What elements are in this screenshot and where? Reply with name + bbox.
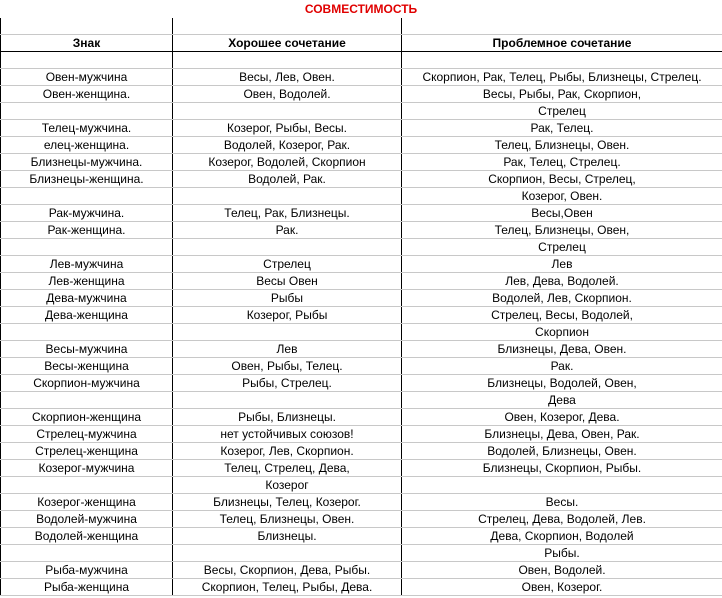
bad-cell: Водолей, Близнецы, Овен. (402, 443, 722, 460)
sign-cell: Дева-женщина (1, 307, 173, 324)
table-row (1, 171, 722, 188)
sign-cell: Скорпион-мужчина (1, 375, 173, 392)
table-row (1, 103, 722, 120)
bad-cell: Скорпион (402, 324, 722, 341)
table-row (1, 392, 722, 409)
sign-cell (1, 477, 173, 494)
sign-cell: Овен-мужчина (1, 69, 173, 86)
table-row (1, 409, 722, 426)
good-cell: Водолей, Козерог, Рак. (173, 137, 402, 154)
header-good: Хорошее сочетание (173, 35, 402, 52)
good-cell: Телец, Рак, Близнецы. (173, 205, 402, 222)
table-row (1, 443, 722, 460)
bad-cell: Дева, Скорпион, Водолей (402, 528, 722, 545)
sign-cell: Близнецы-женщина. (1, 171, 173, 188)
sign-cell (1, 324, 173, 341)
bad-cell: Водолей, Лев, Скорпион. (402, 290, 722, 307)
sign-cell (1, 188, 173, 205)
sign-cell: Весы-женщина (1, 358, 173, 375)
cell (1, 18, 173, 35)
table-row (1, 290, 722, 307)
bad-cell: Телец, Близнецы, Овен, (402, 222, 722, 239)
bad-cell: Близнецы, Скорпион, Рыбы. (402, 460, 722, 477)
bad-cell: Стрелец (402, 239, 722, 256)
table-row (1, 120, 722, 137)
table-row (1, 86, 722, 103)
bad-cell: Стрелец (402, 103, 722, 120)
good-cell: Весы Овен (173, 273, 402, 290)
table-row (1, 460, 722, 477)
sign-cell: Рыба-женщина (1, 579, 173, 596)
table-row (1, 375, 722, 392)
sign-cell: Лев-женщина (1, 273, 173, 290)
title-row (0, 0, 722, 18)
sign-cell: Рак-мужчина. (1, 205, 173, 222)
sign-cell (1, 545, 173, 562)
header-row (1, 35, 722, 52)
good-cell: Козерог (173, 477, 402, 494)
good-cell: Телец, Стрелец, Дева, (173, 460, 402, 477)
cell (1, 52, 173, 69)
good-cell: Рыбы (173, 290, 402, 307)
sign-cell (1, 239, 173, 256)
sign-cell: Скорпион-женщина (1, 409, 173, 426)
good-cell: Весы, Лев, Овен. (173, 69, 402, 86)
table-row (1, 426, 722, 443)
sign-cell: Стрелец-женщина (1, 443, 173, 460)
good-cell (173, 239, 402, 256)
bad-cell: Стрелец, Дева, Водолей, Лев. (402, 511, 722, 528)
cell (402, 18, 722, 35)
good-cell: Козерог, Водолей, Скорпион (173, 154, 402, 171)
table-row (1, 205, 722, 222)
cell (402, 52, 722, 69)
bad-cell: Рак. (402, 358, 722, 375)
sign-cell (1, 392, 173, 409)
header-bad: Проблемное сочетание (402, 35, 722, 52)
good-cell: Козерог, Рыбы (173, 307, 402, 324)
table-row (1, 341, 722, 358)
bad-cell (402, 477, 722, 494)
sign-cell: Овен-женщина. (1, 86, 173, 103)
bad-cell: Лев, Дева, Водолей. (402, 273, 722, 290)
good-cell: Рыбы, Стрелец. (173, 375, 402, 392)
bad-cell: Весы, Рыбы, Рак, Скорпион, (402, 86, 722, 103)
good-cell: нет устойчивых союзов! (173, 426, 402, 443)
bad-cell: Весы,Овен (402, 205, 722, 222)
table-row (1, 477, 722, 494)
sign-cell: Рак-женщина. (1, 222, 173, 239)
table-row (1, 69, 722, 86)
table-row (1, 494, 722, 511)
sheet-title: СОВМЕСТИМОСТЬ (304, 2, 418, 16)
good-cell (173, 188, 402, 205)
sign-cell: Водолей-женщина (1, 528, 173, 545)
header-sign: Знак (1, 35, 173, 52)
sign-cell: Козерог-мужчина (1, 460, 173, 477)
bad-cell: Близнецы, Водолей, Овен, (402, 375, 722, 392)
good-cell: Рыбы, Близнецы. (173, 409, 402, 426)
good-cell (173, 324, 402, 341)
sign-cell: Дева-мужчина (1, 290, 173, 307)
good-cell: Рак. (173, 222, 402, 239)
bad-cell: Козерог, Овен. (402, 188, 722, 205)
table-row (1, 188, 722, 205)
sign-cell: Близнецы-мужчина. (1, 154, 173, 171)
cell (173, 18, 402, 35)
sign-cell (1, 103, 173, 120)
good-cell (173, 545, 402, 562)
good-cell: Стрелец (173, 256, 402, 273)
good-cell: Близнецы. (173, 528, 402, 545)
sign-cell: Рыба-мужчина (1, 562, 173, 579)
bad-cell: Лев (402, 256, 722, 273)
table-row (1, 307, 722, 324)
good-cell: Козерог, Лев, Скорпион. (173, 443, 402, 460)
sign-cell: Водолей-мужчина (1, 511, 173, 528)
table-row (1, 358, 722, 375)
good-cell: Лев (173, 341, 402, 358)
table-row (1, 324, 722, 341)
good-cell: Телец, Близнецы, Овен. (173, 511, 402, 528)
sign-cell: Стрелец-мужчина (1, 426, 173, 443)
table-row (1, 562, 722, 579)
bad-cell: Скорпион, Рак, Телец, Рыбы, Близнецы, Стрелец. (402, 69, 722, 86)
blank-row (1, 18, 722, 35)
sign-cell: Козерог-женщина (1, 494, 173, 511)
good-cell: Козерог, Рыбы, Весы. (173, 120, 402, 137)
table-row (1, 545, 722, 562)
table-row (1, 579, 722, 596)
sign-cell: Весы-мужчина (1, 341, 173, 358)
cell (173, 52, 402, 69)
bad-cell: Весы. (402, 494, 722, 511)
bad-cell: Рак, Телец, Стрелец. (402, 154, 722, 171)
sign-cell: елец-женщина. (1, 137, 173, 154)
good-cell: Овен, Водолей. (173, 86, 402, 103)
bad-cell: Стрелец, Весы, Водолей, (402, 307, 722, 324)
good-cell: Овен, Рыбы, Телец. (173, 358, 402, 375)
table-row (1, 137, 722, 154)
bad-cell: Телец, Близнецы, Овен. (402, 137, 722, 154)
bad-cell: Овен, Козерог, Дева. (402, 409, 722, 426)
bad-cell: Близнецы, Дева, Овен, Рак. (402, 426, 722, 443)
compatibility-table (0, 18, 722, 596)
good-cell: Водолей, Рак. (173, 171, 402, 188)
good-cell: Близнецы, Телец, Козерог. (173, 494, 402, 511)
table-row (1, 273, 722, 290)
bad-cell: Скорпион, Весы, Стрелец, (402, 171, 722, 188)
blank-row (1, 52, 722, 69)
bad-cell: Дева (402, 392, 722, 409)
table-body (1, 18, 722, 596)
bad-cell: Близнецы, Дева, Овен. (402, 341, 722, 358)
good-cell: Весы, Скорпион, Дева, Рыбы. (173, 562, 402, 579)
sign-cell: Телец-мужчина. (1, 120, 173, 137)
table-row (1, 239, 722, 256)
bad-cell: Рак, Телец. (402, 120, 722, 137)
table-row (1, 222, 722, 239)
table-row (1, 511, 722, 528)
good-cell (173, 392, 402, 409)
good-cell (173, 103, 402, 120)
good-cell: Скорпион, Телец, Рыбы, Дева. (173, 579, 402, 596)
table-row (1, 528, 722, 545)
bad-cell: Рыбы. (402, 545, 722, 562)
table-row (1, 256, 722, 273)
bad-cell: Овен, Водолей. (402, 562, 722, 579)
sign-cell: Лев-мужчина (1, 256, 173, 273)
table-row (1, 154, 722, 171)
bad-cell: Овен, Козерог. (402, 579, 722, 596)
